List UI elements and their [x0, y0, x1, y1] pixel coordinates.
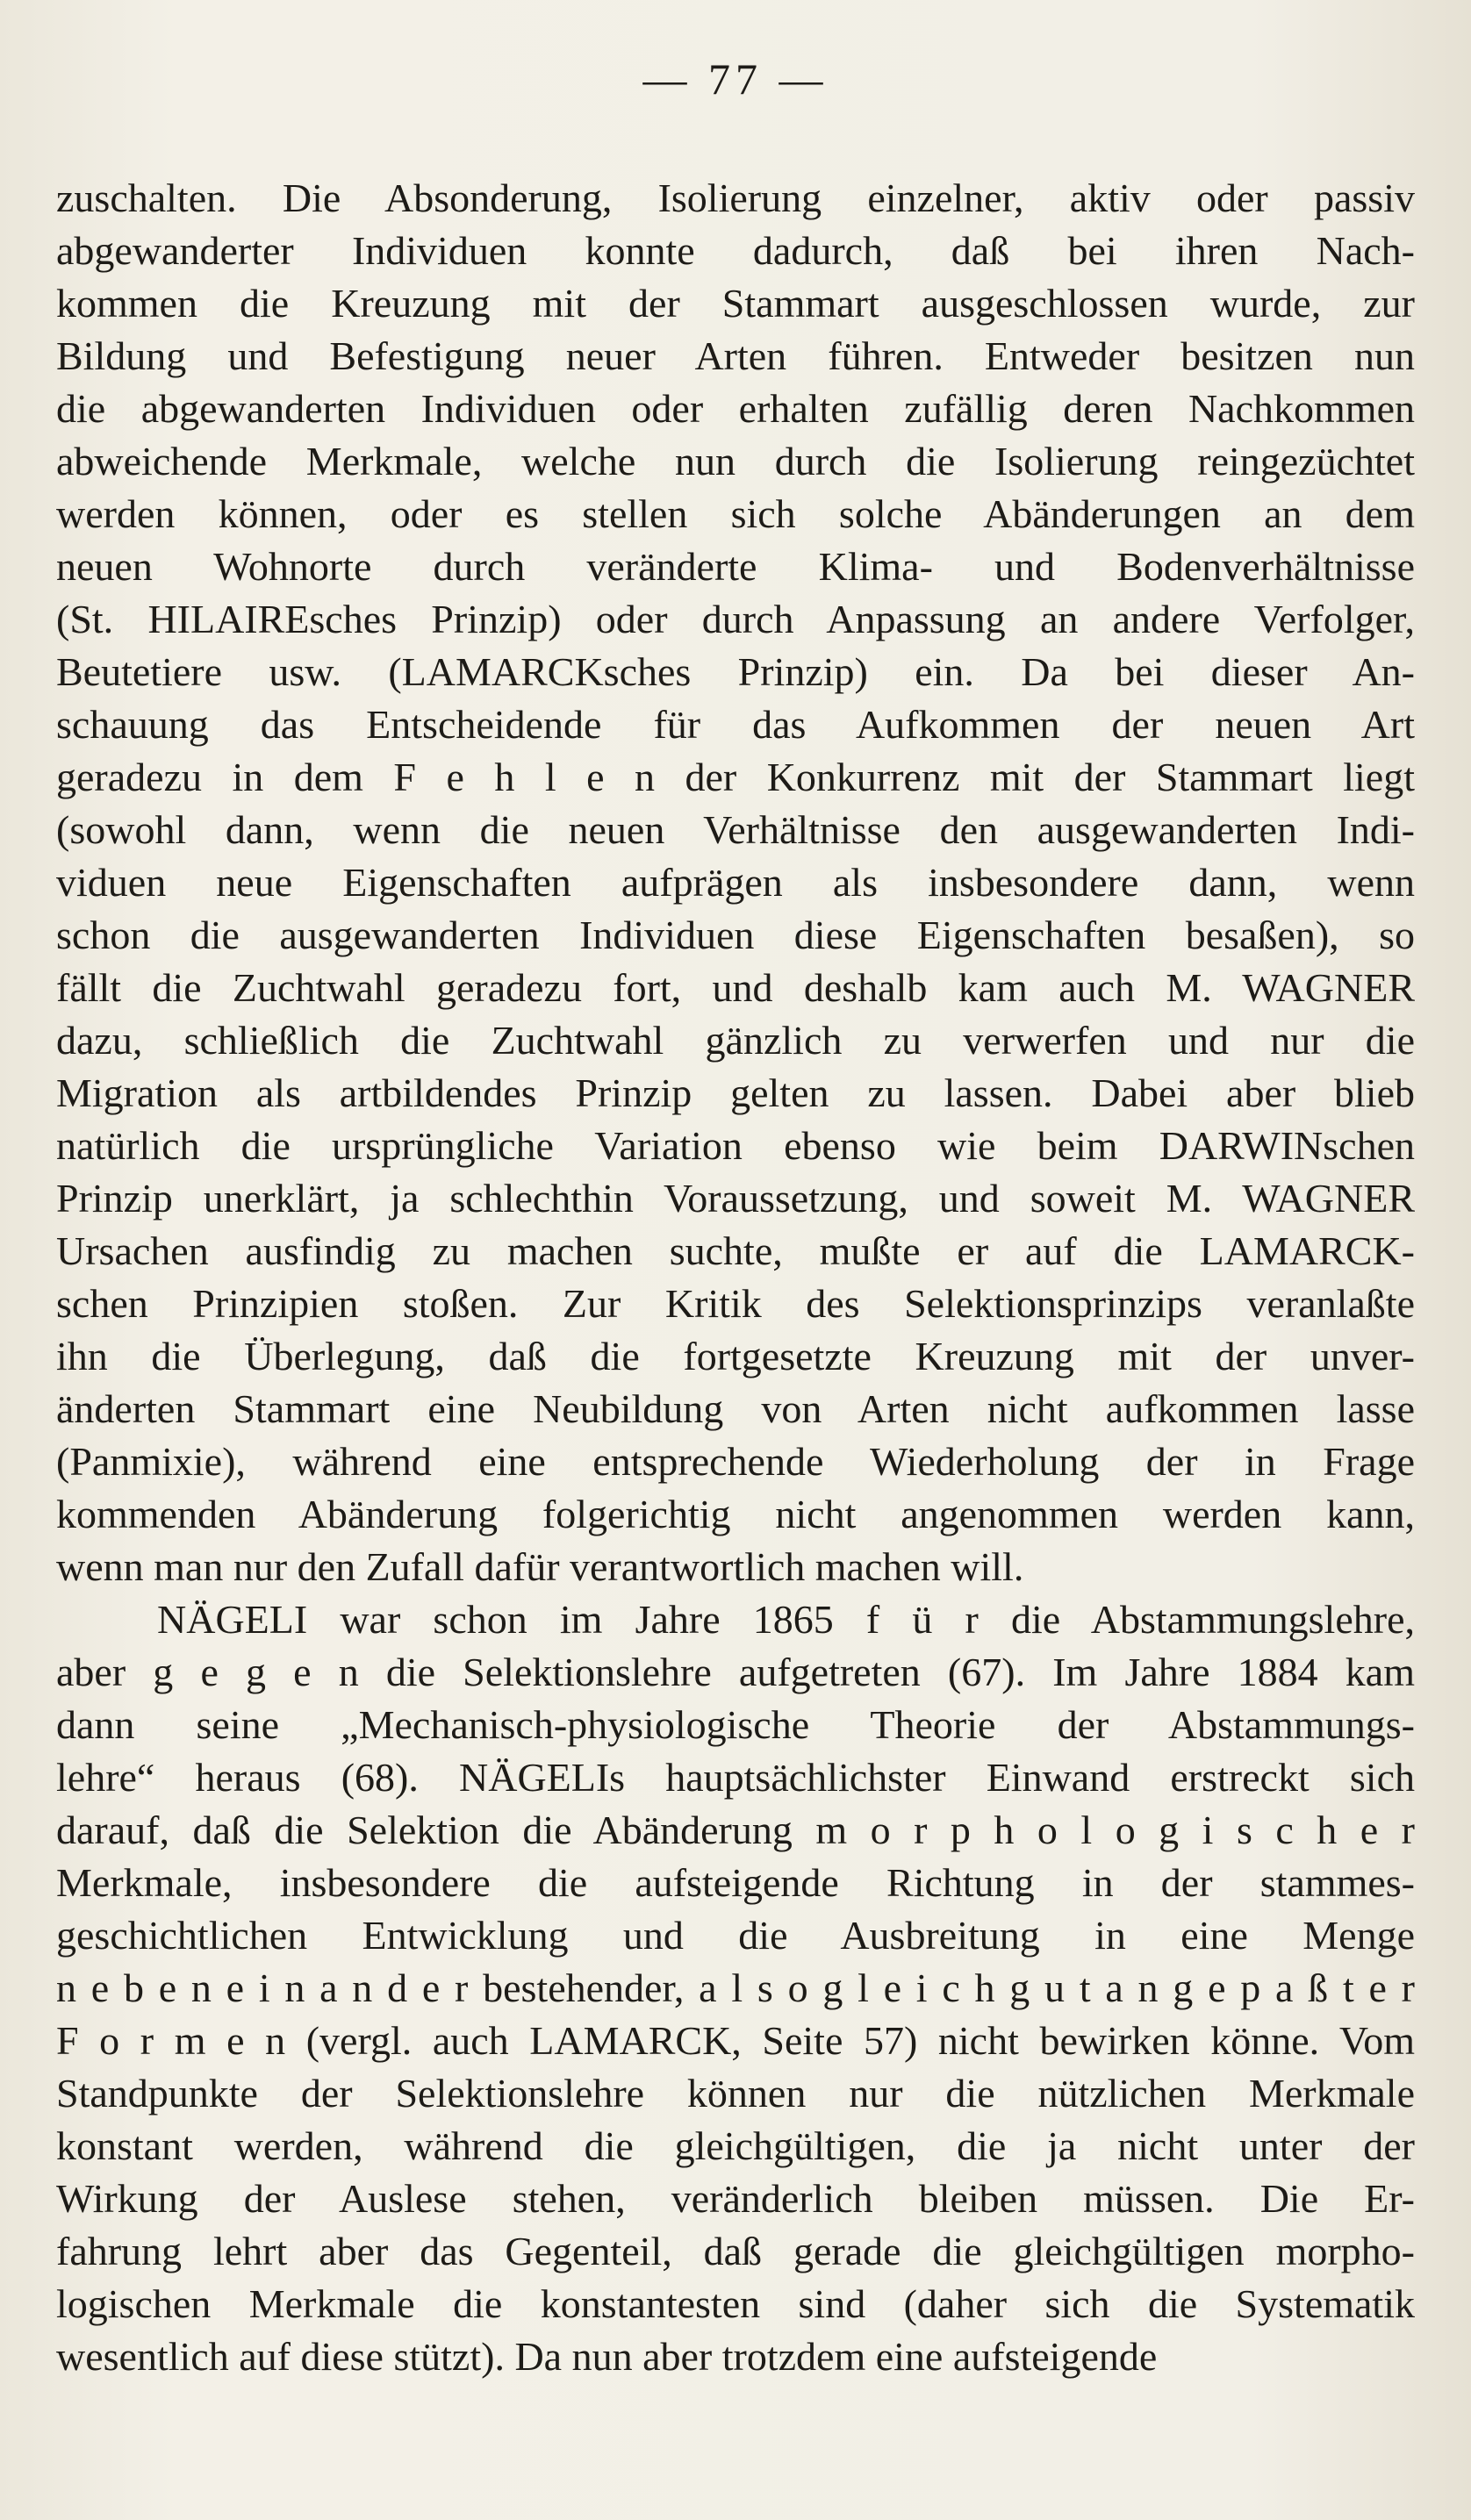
text-line: dann seine „Mechanisch-physiologische Theorie der Abstammungs- — [56, 1702, 1415, 1747]
text-line: Wirkung der Auslese stehen, veränderlich bleiben müssen. Die Er- — [56, 2176, 1415, 2221]
text-line: lehre“ heraus (68). NÄGELIs hauptsächlichster Einwand erstreckt sich — [56, 1755, 1415, 1800]
text-line: geradezu in dem F e h l e n der Konkurrenz mit der Stammart liegt — [56, 755, 1415, 799]
text-line: fällt die Zuchtwahl geradezu fort, und deshalb kam auch M. WAGNER — [56, 965, 1415, 1010]
text-line: werden können, oder es stellen sich solche Abänderungen an dem — [56, 491, 1415, 536]
text-line: (Panmixie), während eine entsprechende Wiederholung der in Frage — [56, 1439, 1415, 1484]
text-line: änderten Stammart eine Neubildung von Arten nicht aufkommen lasse — [56, 1386, 1415, 1431]
text-line: F o r m e n (vergl. auch LAMARCK, Seite 57) nicht bewirken könne. Vom — [56, 2018, 1415, 2063]
text-line: dazu, schließlich die Zuchtwahl gänzlich zu verwerfen und nur die — [56, 1018, 1415, 1063]
text-line: geschichtlichen Entwicklung und die Ausbreitung in eine Menge — [56, 1913, 1415, 1958]
text-line: konstant werden, während die gleichgültigen, die ja nicht unter der — [56, 2123, 1415, 2168]
text-line: ihn die Überlegung, daß die fortgesetzte Kreuzung mit der unver- — [56, 1334, 1415, 1378]
text-line: schon die ausgewanderten Individuen diese Eigenschaften besaßen), so — [56, 913, 1415, 957]
text-line: darauf, daß die Selektion die Abänderung m o r p h o l o g i s c h e r — [56, 1808, 1415, 1852]
text-line: kommen die Kreuzung mit der Stammart ausgeschlossen wurde, zur — [56, 281, 1415, 326]
text-line: die abgewanderten Individuen oder erhalten zufällig deren Nachkommen — [56, 386, 1415, 431]
text-line: Merkmale, insbesondere die aufsteigende Richtung in der stammes- — [56, 1860, 1415, 1905]
text-line: n e b e n e i n a n d e r bestehender, a l s o g l e i c h g u t a n g e p a ß t e r — [56, 1965, 1415, 2010]
text-line: Ursachen ausfindig zu machen suchte, mußte er auf die LAMARCK- — [56, 1228, 1415, 1273]
text-line: wenn man nur den Zufall dafür verantwortlich machen will. — [56, 1544, 1024, 1589]
text-line: Standpunkte der Selektionslehre können nur die nützlichen Merkmale — [56, 2071, 1415, 2116]
text-line: Beutetiere usw. (LAMARCKsches Prinzip) ein. Da bei dieser An- — [56, 649, 1415, 694]
text-line: zuschalten. Die Absonderung, Isolierung einzelner, aktiv oder passiv — [56, 175, 1415, 220]
text-line: fahrung lehrt aber das Gegenteil, daß gerade die gleichgültigen morpho- — [56, 2229, 1415, 2273]
text-line: abweichende Merkmale, welche nun durch die Isolierung reingezüchtet — [56, 439, 1415, 483]
text-line: neuen Wohnorte durch veränderte Klima- und Bodenverhältnisse — [56, 544, 1415, 589]
text-line: schauung das Entscheidende für das Aufkommen der neuen Art — [56, 702, 1415, 747]
text-line: viduen neue Eigenschaften aufprägen als insbesondere dann, wenn — [56, 860, 1415, 905]
text-line: abgewanderter Individuen konnte dadurch, daß bei ihren Nach- — [56, 228, 1415, 273]
text-line: (St. HILAIREsches Prinzip) oder durch Anpassung an andere Verfolger, — [56, 597, 1415, 641]
text-line: Bildung und Befestigung neuer Arten führen. Entweder besitzen nun — [56, 333, 1415, 378]
text-line: schen Prinzipien stoßen. Zur Kritik des Selektionsprinzips veranlaßte — [56, 1281, 1415, 1326]
text-line: Prinzip unerklärt, ja schlechthin Voraussetzung, und soweit M. WAGNER — [56, 1176, 1415, 1221]
text-line: natürlich die ursprüngliche Variation ebenso wie beim DARWINschen — [56, 1123, 1415, 1168]
text-line: kommenden Abänderung folgerichtig nicht angenommen werden kann, — [56, 1492, 1415, 1536]
text-line: (sowohl dann, wenn die neuen Verhältnisse den ausgewanderten Indi- — [56, 807, 1415, 852]
text-line: logischen Merkmale die konstantesten sind (daher sich die Systematik — [56, 2281, 1415, 2326]
body-text — [56, 172, 1415, 2383]
text-line: aber g e g e n die Selektionslehre aufgetreten (67). Im Jahre 1884 kam — [56, 1650, 1415, 1694]
text-line: wesentlich auf diese stützt). Da nun aber trotzdem eine aufsteigende — [56, 2334, 1158, 2379]
text-line: Migration als artbildendes Prinzip gelten zu lassen. Dabei aber blieb — [56, 1070, 1415, 1115]
text-line: NÄGELI war schon im Jahre 1865 f ü r die Abstammungslehre, — [157, 1597, 1415, 1642]
page-number: — 77 — — [642, 54, 829, 104]
